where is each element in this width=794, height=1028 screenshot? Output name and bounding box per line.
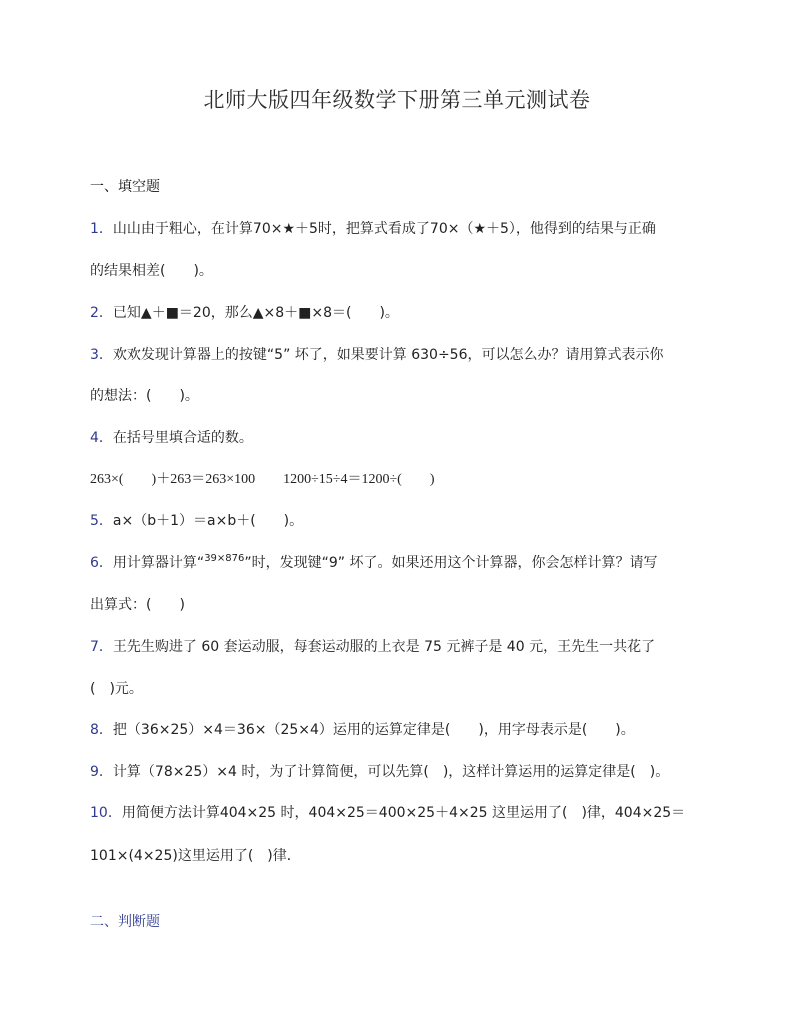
- question-text: 把（36×25）×4＝36×（25×4）运用的运算定律是( )，用字母表示是( )。: [112, 722, 635, 738]
- question-text: 欢欢发现计算器上的按键“5” 坏了，如果要计算 630÷56，可以怎么办？请用算式表示你: [112, 347, 664, 363]
- question-number: 6．: [90, 555, 113, 571]
- question-number: 4．: [90, 430, 113, 446]
- question-number: 7．: [90, 639, 113, 655]
- question-2: [90, 303, 710, 323]
- question-3-continued: 的想法：( )。: [90, 388, 199, 404]
- question-7: [90, 637, 710, 657]
- question-text: 在括号里填合适的数。: [112, 430, 253, 446]
- question-number: 9．: [90, 764, 113, 780]
- question-number: 2．: [90, 305, 113, 321]
- question-text: 山山由于粗心，在计算70×★＋5时，把算式看成了70×（★＋5），他得到的结果与正确: [112, 221, 656, 237]
- section-heading-fill-blank: 一、填空题: [90, 179, 160, 195]
- question-text-after: ”时，发现键“9” 坏了。如果还用这个计算器，你会怎样计算？请写: [244, 555, 658, 571]
- question-1: [90, 219, 710, 239]
- question-10: [90, 803, 710, 823]
- question-text: a×（b＋1）＝a×b＋( )。: [112, 513, 304, 529]
- question-1-continued: 的结果相差( )。: [90, 263, 213, 279]
- question-7-continued: ( )元。: [90, 681, 143, 697]
- question-text: 计算（78×25）×4 时，为了计算简便，可以先算( )，这样计算运用的运算定律是( )。: [112, 764, 670, 780]
- question-number: 8．: [90, 722, 113, 738]
- question-number: 10．: [90, 805, 122, 821]
- question-4: [90, 428, 710, 448]
- question-number: 3．: [90, 347, 113, 363]
- section-heading-true-false: 二、判断题: [90, 914, 160, 930]
- question-6-continued: 出算式：( ): [90, 597, 185, 613]
- question-5: [90, 511, 710, 531]
- question-text: 王先生购进了 60 套运动服，每套运动服的上衣是 75 元裤子是 40 元，王先生一共花了: [112, 639, 656, 655]
- question-text: 已知▲＋■＝20，那么▲×8＋■×8＝( )。: [112, 305, 399, 321]
- raised-expression: 39×876: [204, 553, 245, 564]
- question-9: [90, 762, 710, 782]
- question-8: [90, 720, 710, 740]
- question-text: 用简便方法计算404×25 时，404×25＝400×25＋4×25 这里运用了( )律，404×25＝: [121, 805, 686, 821]
- question-4-equations: 263×( )＋263＝263×100 1200÷15÷4＝1200÷( ): [90, 472, 435, 487]
- question-number: 1．: [90, 221, 113, 237]
- question-text-before: 用计算器计算“: [112, 555, 205, 571]
- question-number: 5．: [90, 513, 113, 529]
- question-6: [90, 553, 710, 575]
- question-3: [90, 345, 710, 365]
- page-title: 北师大版四年级数学下册第三单元测试卷: [203, 88, 591, 112]
- question-10-continued: 101×(4×25)这里运用了( )律．: [90, 848, 301, 864]
